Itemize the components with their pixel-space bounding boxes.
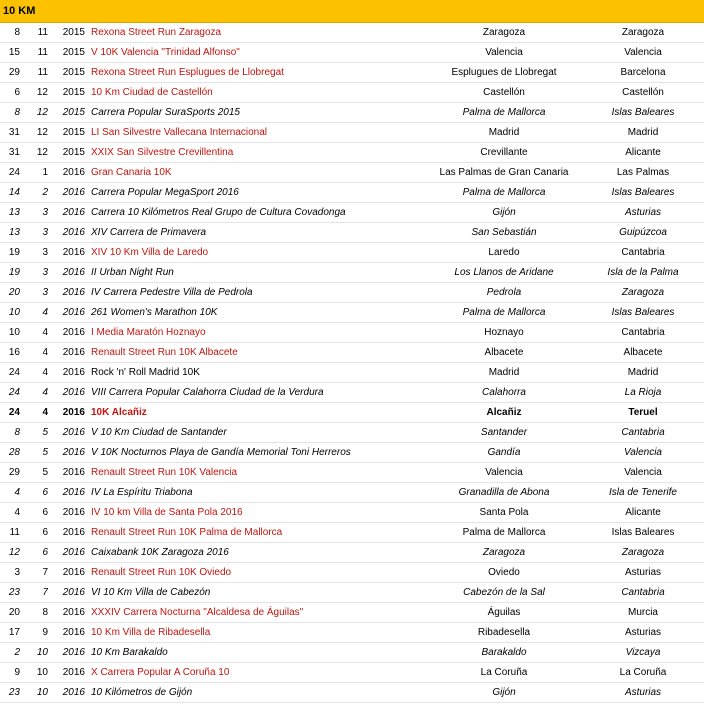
race-row — [0, 223, 704, 243]
race-name-link[interactable]: II Urban Night Run — [88, 263, 429, 283]
race-province: Cantabria — [579, 423, 704, 443]
race-day: 31 — [0, 143, 20, 163]
race-row — [0, 23, 704, 43]
race-day: 24 — [0, 363, 20, 383]
race-month: 4 — [20, 343, 48, 363]
race-row — [0, 363, 704, 383]
race-day: 23 — [0, 683, 20, 703]
race-year: 2015 — [48, 103, 88, 123]
race-month: 3 — [20, 263, 48, 283]
race-row — [0, 603, 704, 623]
race-day: 15 — [0, 43, 20, 63]
race-name-link[interactable]: IV La Espíritu Triabona — [88, 483, 429, 503]
race-city: Palma de Mallorca — [429, 183, 579, 203]
race-day: 20 — [0, 283, 20, 303]
race-year: 2016 — [48, 663, 88, 683]
race-month: 10 — [20, 643, 48, 663]
race-year: 2016 — [48, 523, 88, 543]
race-city: Santa Pola — [429, 503, 579, 523]
race-day: 8 — [0, 423, 20, 443]
race-row — [0, 623, 704, 643]
race-year: 2015 — [48, 83, 88, 103]
race-province: Valencia — [579, 463, 704, 483]
race-day: 14 — [0, 183, 20, 203]
race-province: Cantabria — [579, 583, 704, 603]
race-city: Barakaldo — [429, 643, 579, 663]
race-row — [0, 423, 704, 443]
race-province: Alicante — [579, 503, 704, 523]
race-city: Santander — [429, 423, 579, 443]
race-city: Gijón — [429, 203, 579, 223]
race-year: 2016 — [48, 323, 88, 343]
race-year: 2016 — [48, 443, 88, 463]
race-name-link[interactable]: 10 Km Ciudad de Castellón — [88, 83, 429, 103]
race-row — [0, 563, 704, 583]
race-day: 8 — [0, 23, 20, 43]
race-day: 17 — [0, 623, 20, 643]
race-row — [0, 203, 704, 223]
race-name-link[interactable]: Rexona Street Run Zaragoza — [88, 23, 429, 43]
race-province: Las Palmas — [579, 163, 704, 183]
race-year: 2016 — [48, 503, 88, 523]
race-row — [0, 403, 704, 423]
race-month: 6 — [20, 543, 48, 563]
race-month: 5 — [20, 463, 48, 483]
race-province: La Rioja — [579, 383, 704, 403]
race-table-body — [0, 23, 704, 703]
race-day: 4 — [0, 503, 20, 523]
race-year: 2016 — [48, 683, 88, 703]
race-day: 20 — [0, 603, 20, 623]
race-city: Pedrola — [429, 283, 579, 303]
race-day: 4 — [0, 483, 20, 503]
race-city: Madrid — [429, 363, 579, 383]
race-day: 29 — [0, 63, 20, 83]
race-month: 6 — [20, 503, 48, 523]
race-name-link[interactable]: VI 10 Km Villa de Cabezón — [88, 583, 429, 603]
race-day: 23 — [0, 583, 20, 603]
race-year: 2016 — [48, 283, 88, 303]
race-row — [0, 243, 704, 263]
race-city: Alcañiz — [429, 403, 579, 423]
race-row — [0, 103, 704, 123]
race-row — [0, 123, 704, 143]
race-province: Alicante — [579, 143, 704, 163]
race-city: Calahorra — [429, 383, 579, 403]
race-month: 11 — [20, 23, 48, 43]
race-month: 2 — [20, 183, 48, 203]
race-month: 4 — [20, 303, 48, 323]
race-row — [0, 163, 704, 183]
race-province: Cantabria — [579, 323, 704, 343]
race-name-link[interactable]: Carrera 10 Kilómetros Real Grupo de Cultura Covadonga — [88, 203, 429, 223]
race-year: 2015 — [48, 63, 88, 83]
race-row — [0, 583, 704, 603]
race-year: 2015 — [48, 123, 88, 143]
race-row — [0, 543, 704, 563]
race-name-link[interactable]: Renault Street Run 10K Albacete — [88, 343, 429, 363]
race-name-link[interactable]: IV Carrera Pedestre Villa de Pedrola — [88, 283, 429, 303]
race-month: 4 — [20, 323, 48, 343]
race-city: Hoznayo — [429, 323, 579, 343]
race-month: 4 — [20, 383, 48, 403]
race-month: 5 — [20, 443, 48, 463]
race-year: 2016 — [48, 363, 88, 383]
race-province: Islas Baleares — [579, 303, 704, 323]
race-name-link[interactable]: XIV 10 Km Villa de Laredo — [88, 243, 429, 263]
race-name-link[interactable]: Carrera Popular SuraSports 2015 — [88, 103, 429, 123]
race-name-link[interactable]: Caixabank 10K Zaragoza 2016 — [88, 543, 429, 563]
race-day: 19 — [0, 243, 20, 263]
race-row — [0, 143, 704, 163]
race-day: 19 — [0, 263, 20, 283]
race-year: 2016 — [48, 423, 88, 443]
race-year: 2016 — [48, 543, 88, 563]
race-name-link[interactable]: LI San Silvestre Vallecana Internacional — [88, 123, 429, 143]
race-name-link[interactable]: XXIX San Silvestre Crevillentina — [88, 143, 429, 163]
race-city: Gandía — [429, 443, 579, 463]
race-row — [0, 483, 704, 503]
race-year: 2016 — [48, 563, 88, 583]
race-province: Valencia — [579, 43, 704, 63]
race-city: Palma de Mallorca — [429, 103, 579, 123]
race-row — [0, 503, 704, 523]
race-city: Laredo — [429, 243, 579, 263]
race-city: Ribadesella — [429, 623, 579, 643]
race-row — [0, 323, 704, 343]
race-row — [0, 643, 704, 663]
race-city: La Coruña — [429, 663, 579, 683]
race-month: 1 — [20, 163, 48, 183]
race-month: 12 — [20, 83, 48, 103]
race-city: Gijón — [429, 683, 579, 703]
race-month: 3 — [20, 283, 48, 303]
race-name-link[interactable]: Carrera Popular MegaSport 2016 — [88, 183, 429, 203]
race-name-link[interactable]: 261 Women's Marathon 10K — [88, 303, 429, 323]
race-day: 24 — [0, 403, 20, 423]
race-name-link[interactable]: XXXIV Carrera Nocturna "Alcaldesa de Águilas" — [88, 603, 429, 623]
race-name-link[interactable]: VIII Carrera Popular Calahorra Ciudad de la Verdura — [88, 383, 429, 403]
race-city: Águilas — [429, 603, 579, 623]
race-province: Murcia — [579, 603, 704, 623]
race-month: 11 — [20, 43, 48, 63]
race-name-link[interactable]: V 10K Valencia "Trinidad Alfonso" — [88, 43, 429, 63]
race-name-link[interactable]: Renault Street Run 10K Oviedo — [88, 563, 429, 583]
race-day: 13 — [0, 223, 20, 243]
race-city: Los Llanos de Aridane — [429, 263, 579, 283]
race-day: 6 — [0, 83, 20, 103]
race-row — [0, 683, 704, 703]
race-city: Granadilla de Abona — [429, 483, 579, 503]
race-row — [0, 383, 704, 403]
race-city: Oviedo — [429, 563, 579, 583]
race-row — [0, 183, 704, 203]
race-year: 2016 — [48, 483, 88, 503]
race-province: Zaragoza — [579, 283, 704, 303]
race-year: 2016 — [48, 603, 88, 623]
race-month: 6 — [20, 483, 48, 503]
race-day: 10 — [0, 323, 20, 343]
race-city: Albacete — [429, 343, 579, 363]
race-row — [0, 343, 704, 363]
race-province: Valencia — [579, 443, 704, 463]
race-province: Asturias — [579, 683, 704, 703]
race-name-link[interactable]: I Media Maratón Hoznayo — [88, 323, 429, 343]
race-province: Teruel — [579, 403, 704, 423]
race-day: 29 — [0, 463, 20, 483]
race-year: 2016 — [48, 243, 88, 263]
race-year: 2016 — [48, 303, 88, 323]
race-year: 2015 — [48, 23, 88, 43]
race-day: 3 — [0, 563, 20, 583]
race-year: 2015 — [48, 43, 88, 63]
race-row — [0, 283, 704, 303]
race-month: 7 — [20, 563, 48, 583]
race-year: 2016 — [48, 223, 88, 243]
race-day: 24 — [0, 163, 20, 183]
race-province: Asturias — [579, 203, 704, 223]
race-province: Isla de la Palma — [579, 263, 704, 283]
race-year: 2016 — [48, 383, 88, 403]
race-province: Asturias — [579, 563, 704, 583]
race-name-link[interactable]: V 10K Nocturnos Playa de Gandía Memorial Toni Herreros — [88, 443, 429, 463]
race-name-link[interactable]: 10K Alcañiz — [88, 403, 429, 423]
race-day: 9 — [0, 663, 20, 683]
race-name-link[interactable]: 10 Kilómetros de Gijón — [88, 683, 429, 703]
race-day: 11 — [0, 523, 20, 543]
race-month: 12 — [20, 123, 48, 143]
race-month: 4 — [20, 363, 48, 383]
race-province: Madrid — [579, 123, 704, 143]
section-header: 10 KM — [0, 0, 704, 23]
race-province: Islas Baleares — [579, 103, 704, 123]
race-month: 5 — [20, 423, 48, 443]
race-year: 2016 — [48, 183, 88, 203]
race-name-link[interactable]: X Carrera Popular A Coruña 10 — [88, 663, 429, 683]
race-row — [0, 443, 704, 463]
race-month: 10 — [20, 683, 48, 703]
race-province: Islas Baleares — [579, 523, 704, 543]
race-city: Crevillante — [429, 143, 579, 163]
race-month: 4 — [20, 403, 48, 423]
race-day: 16 — [0, 343, 20, 363]
race-day: 2 — [0, 643, 20, 663]
race-year: 2016 — [48, 263, 88, 283]
race-province: Islas Baleares — [579, 183, 704, 203]
race-province: Guipúzcoa — [579, 223, 704, 243]
race-city: Palma de Mallorca — [429, 303, 579, 323]
race-city: Madrid — [429, 123, 579, 143]
race-row — [0, 663, 704, 683]
race-city: Valencia — [429, 463, 579, 483]
race-year: 2016 — [48, 643, 88, 663]
race-city: Esplugues de Llobregat — [429, 63, 579, 83]
race-row — [0, 463, 704, 483]
race-city: San Sebastián — [429, 223, 579, 243]
race-year: 2016 — [48, 583, 88, 603]
race-row — [0, 83, 704, 103]
race-day: 13 — [0, 203, 20, 223]
race-year: 2016 — [48, 623, 88, 643]
race-year: 2016 — [48, 343, 88, 363]
race-city: Cabezón de la Sal — [429, 583, 579, 603]
race-month: 12 — [20, 143, 48, 163]
race-row — [0, 263, 704, 283]
race-city: Palma de Mallorca — [429, 523, 579, 543]
race-city: Castellón — [429, 83, 579, 103]
race-day: 10 — [0, 303, 20, 323]
race-city: Zaragoza — [429, 23, 579, 43]
race-province: Vizcaya — [579, 643, 704, 663]
race-day: 31 — [0, 123, 20, 143]
race-name-link[interactable]: Rexona Street Run Esplugues de Llobregat — [88, 63, 429, 83]
race-name-link[interactable]: Renault Street Run 10K Valencia — [88, 463, 429, 483]
race-province: Madrid — [579, 363, 704, 383]
race-province: La Coruña — [579, 663, 704, 683]
race-month: 6 — [20, 523, 48, 543]
race-month: 3 — [20, 223, 48, 243]
race-province: Isla de Tenerife — [579, 483, 704, 503]
race-table — [0, 23, 704, 703]
race-year: 2015 — [48, 143, 88, 163]
race-year: 2016 — [48, 203, 88, 223]
race-day: 8 — [0, 103, 20, 123]
race-year: 2016 — [48, 403, 88, 423]
race-month: 3 — [20, 203, 48, 223]
race-year: 2016 — [48, 463, 88, 483]
race-name-link[interactable]: Renault Street Run 10K Palma de Mallorca — [88, 523, 429, 543]
race-province: Zaragoza — [579, 23, 704, 43]
race-row — [0, 303, 704, 323]
race-province: Asturias — [579, 623, 704, 643]
race-name-link[interactable]: 10 Km Villa de Ribadesella — [88, 623, 429, 643]
race-month: 10 — [20, 663, 48, 683]
race-name-link[interactable]: XIV Carrera de Primavera — [88, 223, 429, 243]
race-day: 28 — [0, 443, 20, 463]
race-row — [0, 43, 704, 63]
race-month: 3 — [20, 243, 48, 263]
race-name-link[interactable]: 10 Km Barakaldo — [88, 643, 429, 663]
race-month: 11 — [20, 63, 48, 83]
race-province: Barcelona — [579, 63, 704, 83]
race-year: 2016 — [48, 163, 88, 183]
race-day: 24 — [0, 383, 20, 403]
race-city: Zaragoza — [429, 543, 579, 563]
race-name-link[interactable]: Gran Canaria 10K — [88, 163, 429, 183]
race-name-link[interactable]: V 10 Km Ciudad de Santander — [88, 423, 429, 443]
race-month: 9 — [20, 623, 48, 643]
race-city: Valencia — [429, 43, 579, 63]
race-province: Cantabria — [579, 243, 704, 263]
race-month: 12 — [20, 103, 48, 123]
race-name-link[interactable]: IV 10 km Villa de Santa Pola 2016 — [88, 503, 429, 523]
race-province: Albacete — [579, 343, 704, 363]
race-province: Castellón — [579, 83, 704, 103]
race-city: Las Palmas de Gran Canaria — [429, 163, 579, 183]
race-row — [0, 63, 704, 83]
race-name-link[interactable]: Rock 'n' Roll Madrid 10K — [88, 363, 429, 383]
race-month: 7 — [20, 583, 48, 603]
race-row — [0, 523, 704, 543]
race-month: 8 — [20, 603, 48, 623]
race-day: 12 — [0, 543, 20, 563]
race-province: Zaragoza — [579, 543, 704, 563]
